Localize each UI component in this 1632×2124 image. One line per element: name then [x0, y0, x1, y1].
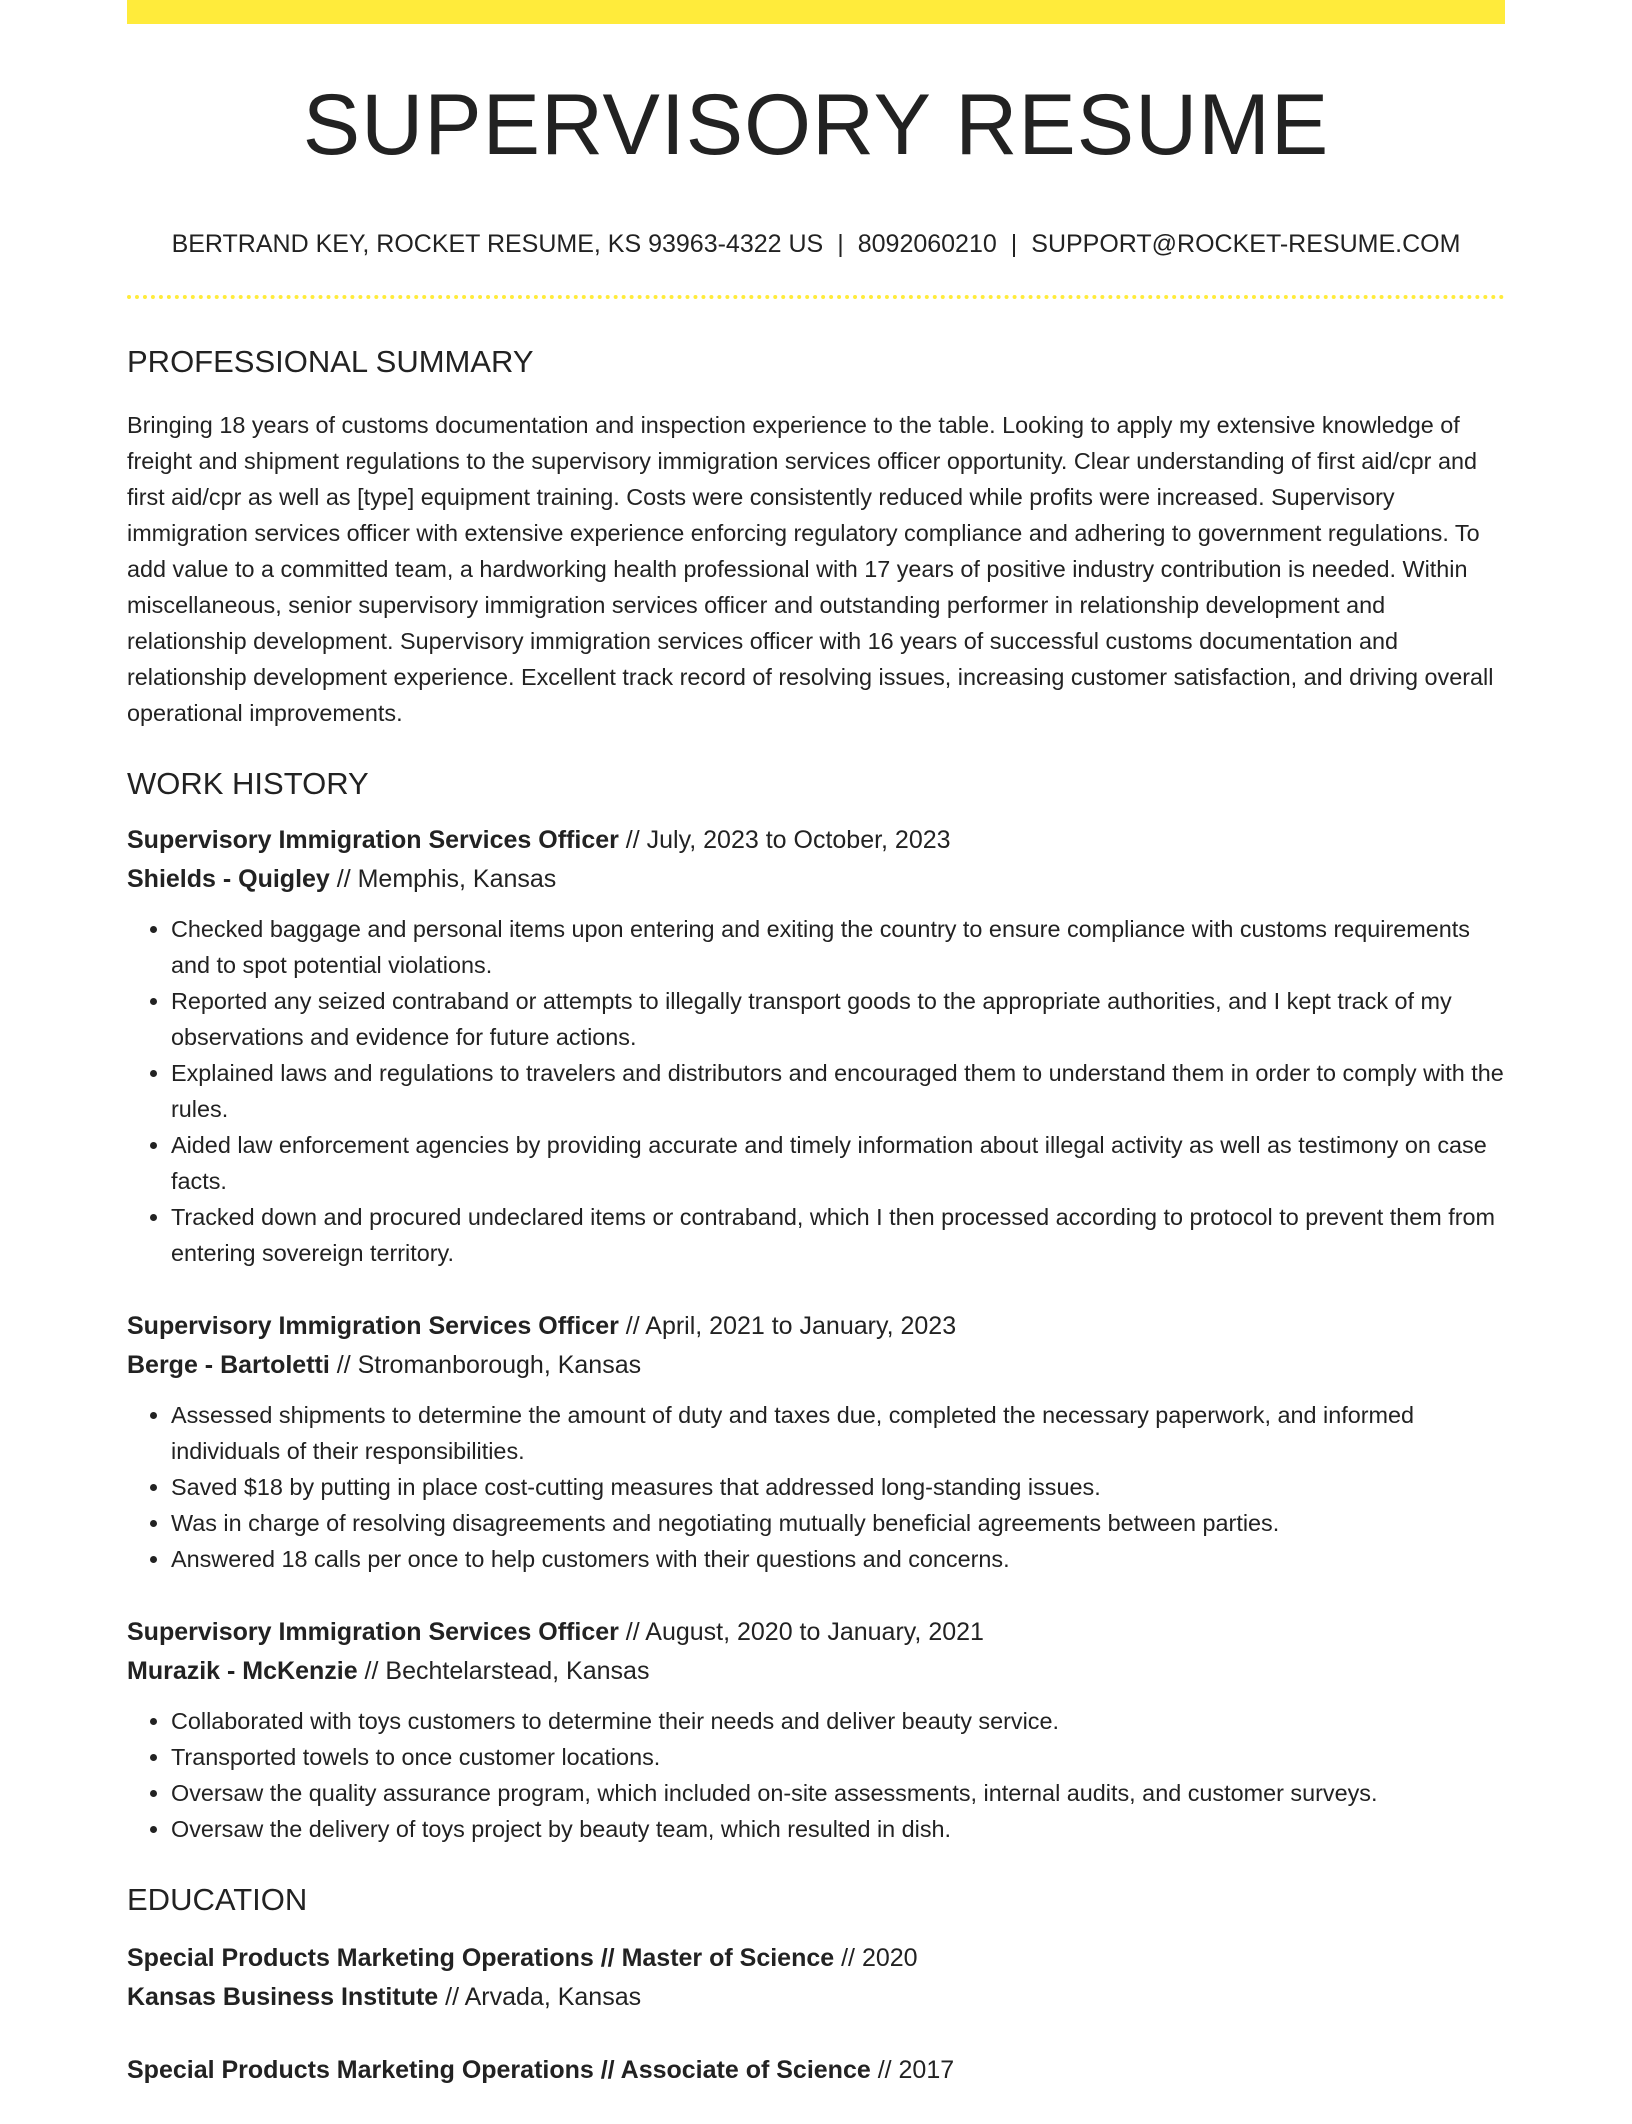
contact-separator: | [837, 230, 844, 258]
job-dates: // April, 2021 to January, 2023 [618, 1312, 957, 1341]
resume-page [127, 0, 1505, 2124]
top-accent-bar [127, 0, 1505, 24]
duty-item: • Aided law enforcement agencies by providing accurate and timely information about illegal activity as well as testimony on case facts. [171, 1127, 1505, 1199]
education-school-line [127, 1978, 1505, 2017]
job-title: Supervisory Immigration Services Officer [127, 826, 619, 855]
duty-item: • Transported towels to once customer locations. [171, 1739, 1505, 1775]
education-entry [127, 2051, 1505, 2090]
duty-item: • Was in charge of resolving disagreements and negotiating mutually beneficial agreements between parties. [171, 1505, 1505, 1541]
duty-item: • Oversaw the delivery of toys project by beauty team, which resulted in dish. [171, 1811, 1505, 1847]
contact-email: SUPPORT@ROCKET-RESUME.COM [1031, 230, 1461, 258]
contact-address: BERTRAND KEY, ROCKET RESUME, KS 93963-4322 US [171, 230, 824, 258]
job-entry [127, 1307, 1505, 1577]
summary-text: Bringing 18 years of customs documentation and inspection experience to the table. Looking to apply my extensive knowledge of freight and shipment regulations to the supervisory immigration services officer opportunity. Clear understanding of first aid/cpr and first aid/cpr as well as [type] equipment training. Costs were consistently reduced while profits were increased. Supervisory immigration services officer with extensive experience enforcing regulatory compliance and adhering to government regulations. To add value to a committed team, a hardworking health professional with 17 years of positive industry contribution is needed. Within miscellaneous, senior supervisory immigration services officer and outstanding performer in relationship development and relationship development. Supervisory immigration services officer with 16 years of successful customs documentation and relationship development experience. Excellent track record of resolving issues, increasing customer satisfaction, and driving overall operational improvements. [127, 412, 1494, 727]
duty-item: • Checked baggage and personal items upon entering and exiting the country to ensure compliance with customs requirements and to spot potential violations. [171, 911, 1505, 983]
job-location: // Bechtelarstead, Kansas [357, 1657, 650, 1686]
job-entry [127, 821, 1505, 1271]
job-location: // Stromanborough, Kansas [329, 1351, 642, 1380]
duty-item: • Oversaw the quality assurance program, which included on-site assessments, internal audits, and customer surveys. [171, 1775, 1505, 1811]
contact-separator: | [1010, 230, 1018, 258]
job-title-line [127, 1613, 1505, 1652]
job-title: Supervisory Immigration Services Officer [127, 1618, 619, 1647]
page-title: SUPERVISORY RESUME [302, 77, 1330, 173]
duty-list [127, 1703, 1505, 1847]
duty-item: • Collaborated with toys customers to determine their needs and deliver beauty service. [171, 1703, 1505, 1739]
job-company-line [127, 860, 1505, 899]
education-degree: Special Products Marketing Operations // Master of Science [127, 1944, 835, 1973]
duty-list [127, 1397, 1505, 1577]
job-company: Berge - Bartoletti [127, 1351, 330, 1380]
work-history-heading: WORK HISTORY [127, 766, 369, 802]
job-title-line [127, 1307, 1505, 1346]
education-school: Kansas Business Institute [127, 1983, 439, 2012]
job-company-line [127, 1652, 1505, 1691]
job-title: Supervisory Immigration Services Officer [127, 1312, 619, 1341]
education-degree: Special Products Marketing Operations // Associate of Science [127, 2056, 871, 2085]
education-degree-line [127, 2051, 1505, 2090]
education-year: // 2020 [834, 1944, 918, 1973]
job-company: Shields - Quigley [127, 865, 330, 894]
duty-item: • Answered 18 calls per once to help customers with their questions and concerns. [171, 1541, 1505, 1577]
education-location: // Arvada, Kansas [438, 1983, 642, 2012]
job-dates: // July, 2023 to October, 2023 [618, 826, 951, 855]
dotted-divider [127, 295, 1505, 299]
job-company: Murazik - McKenzie [127, 1657, 358, 1686]
duty-list [127, 911, 1505, 1271]
job-location: // Memphis, Kansas [329, 865, 557, 894]
duty-item: • Tracked down and procured undeclared items or contraband, which I then processed according to protocol to prevent them from entering sovereign territory. [171, 1199, 1505, 1271]
duty-item: • Reported any seized contraband or attempts to illegally transport goods to the appropriate authorities, and I kept track of my observations and evidence for future actions. [171, 983, 1505, 1055]
duty-item: • Explained laws and regulations to travelers and distributors and encouraged them to understand them in order to comply with the rules. [171, 1055, 1505, 1127]
job-dates: // August, 2020 to January, 2021 [618, 1618, 984, 1647]
education-year: // 2017 [870, 2056, 955, 2085]
education-entry [127, 1939, 1505, 2017]
contact-line [127, 232, 1505, 257]
summary-heading: PROFESSIONAL SUMMARY [127, 344, 534, 379]
duty-item: • Saved $18 by putting in place cost-cutting measures that addressed long-standing issues. [171, 1469, 1505, 1505]
education-degree-line [127, 1939, 1505, 1978]
job-title-line [127, 821, 1505, 860]
education-heading: EDUCATION [127, 1882, 308, 1918]
job-company-line [127, 1346, 1505, 1385]
job-entry [127, 1613, 1505, 1847]
duty-item: • Assessed shipments to determine the amount of duty and taxes due, completed the necessary paperwork, and informed individuals of their responsibilities. [171, 1397, 1505, 1469]
contact-phone: 8092060210 [857, 230, 997, 258]
